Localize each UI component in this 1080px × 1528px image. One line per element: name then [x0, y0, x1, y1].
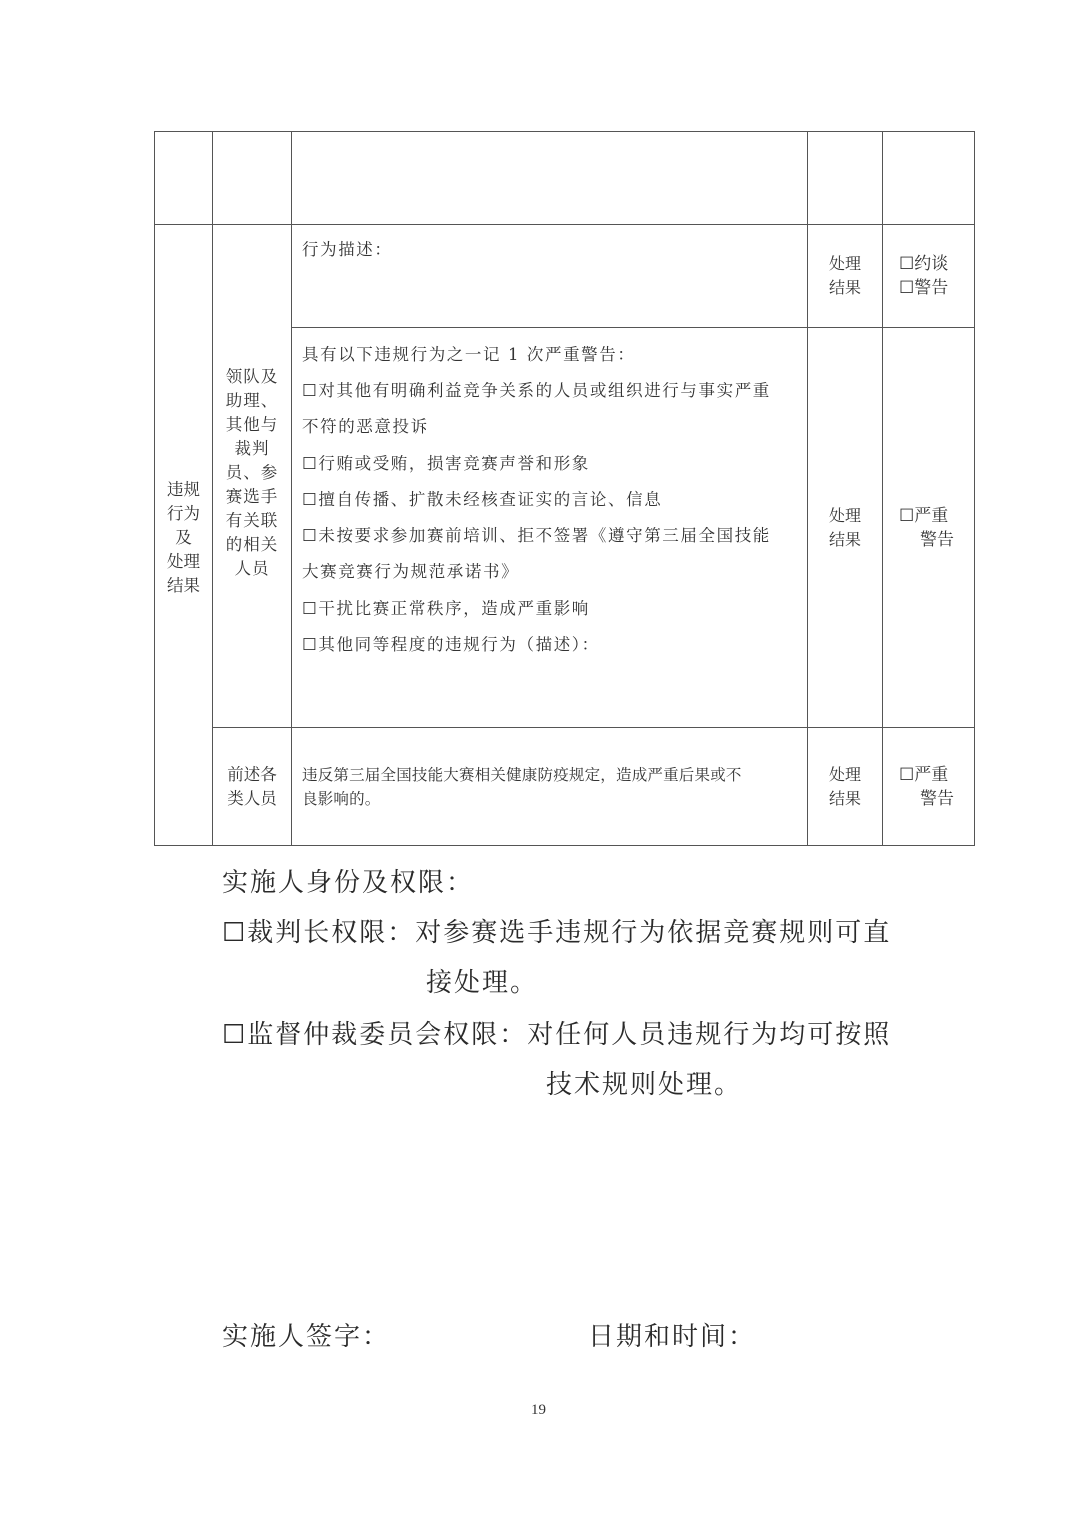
result-label: 处理 结果 — [828, 506, 861, 549]
col-divider — [807, 131, 808, 846]
option-warning-checkbox[interactable]: ☐警告 — [899, 278, 949, 298]
option-interview-checkbox[interactable]: ☐约谈 — [899, 254, 949, 274]
result-options — [899, 252, 973, 300]
violation-item-training[interactable]: ☐未按要求参加赛前培训、拒不签署《遵守第三届全国技能 — [302, 526, 771, 545]
table-border-bottom — [154, 845, 975, 846]
option-serious-warning-checkbox[interactable]: ☐严重 — [899, 506, 949, 526]
row-divider — [291, 327, 975, 328]
violation-item-rumor[interactable]: ☐擅自传播、扩散未经核查证实的言论、信息 — [302, 490, 663, 509]
authority-title: 实施人身份及权限： — [222, 868, 475, 898]
category-label: 前述各 类人员 — [227, 765, 277, 808]
violation-item-training-cont: 大赛竞赛行为规范承诺书》 — [302, 562, 520, 581]
table-border-top — [154, 131, 975, 132]
result-options: ☐严重 警告 — [899, 763, 973, 811]
signer-label: 实施人签字： — [222, 1322, 391, 1352]
behavior-description-label: 行为描述： — [302, 240, 393, 259]
category-label: 领队及 助理、 其他与 裁判 员、参 赛选手 有关联 的相关 人员 — [225, 367, 279, 578]
row-divider — [154, 224, 975, 225]
violation-item-complaint[interactable]: ☐对其他有明确利益竞争关系的人员或组织进行与事实严重 — [302, 381, 771, 400]
violation-item-bribery[interactable]: ☐行贿或受贿，损害竞赛声誉和形象 — [302, 454, 590, 473]
section-label: 违规 行为 及 处理 结果 — [167, 480, 200, 595]
result-options: ☐严重 警告 — [899, 504, 973, 552]
datetime-label: 日期和时间： — [588, 1322, 757, 1352]
col-divider — [882, 131, 883, 846]
chief-judge-authority-cont: 接处理。 — [426, 968, 539, 998]
table-border-right — [974, 131, 975, 846]
violation-item-disruption[interactable]: ☐干扰比赛正常秩序，造成严重影响 — [302, 599, 590, 618]
row-divider — [212, 727, 975, 728]
violation-item-complaint-cont: 不符的恶意投诉 — [302, 417, 429, 436]
committee-authority-checkbox[interactable]: ☐监督仲裁委员会权限：对任何人员违规行为均可按照 — [222, 1020, 892, 1050]
option-serious-warning-checkbox[interactable]: ☐严重 — [899, 765, 949, 785]
serious-intro: 具有以下违规行为之一记 1 次严重警告： — [302, 345, 636, 364]
page-number: 19 — [531, 1402, 546, 1418]
chief-judge-authority-checkbox[interactable]: ☐裁判长权限：对参赛选手违规行为依据竞赛规则可直 — [222, 918, 892, 948]
result-label: 处理 结果 — [828, 765, 861, 808]
result-label: 处理 结果 — [828, 254, 861, 297]
epidemic-rule-text: 违反第三届全国技能大赛相关健康防疫规定，造成严重后果或不 良影响的。 — [302, 766, 742, 808]
col-divider — [291, 131, 292, 846]
committee-authority-cont: 技术规则处理。 — [546, 1070, 743, 1100]
violation-item-other[interactable]: ☐其他同等程度的违规行为（描述）： — [302, 635, 600, 654]
